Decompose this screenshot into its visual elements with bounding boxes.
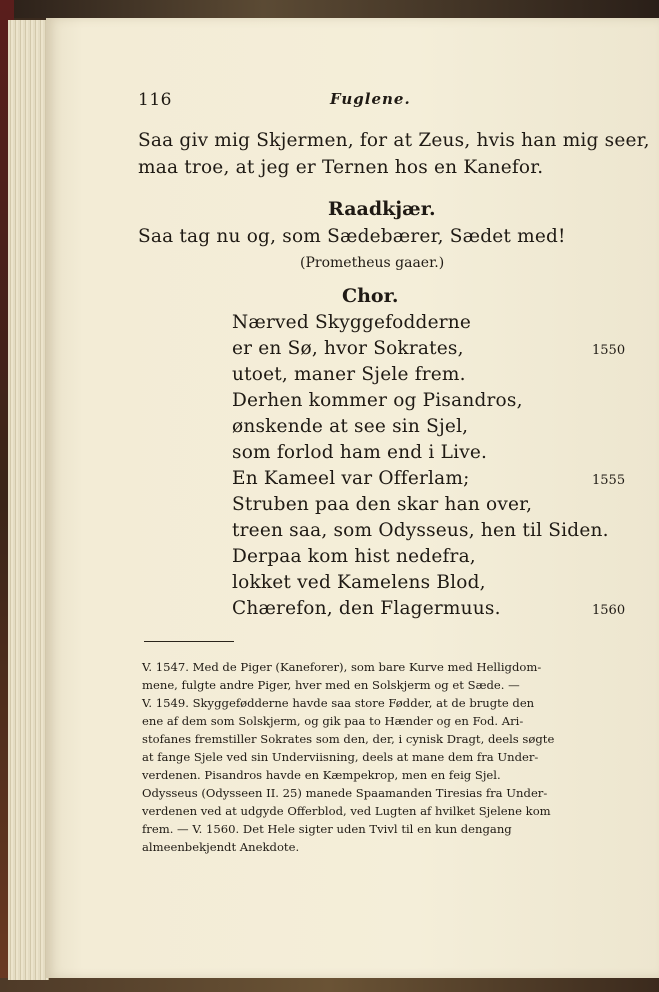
speaker-heading: Raadkjær. (328, 198, 436, 220)
verse-line: maa troe, at jeg er Ternen hos en Kanefor. (138, 157, 544, 178)
footnote-line: frem. — V. 1560. Det Hele sigter uden Tvivl til en kun dengang (142, 822, 512, 836)
chorus-line: ønskende at see sin Sjel, (232, 416, 469, 437)
verse-line: Saa giv mig Skjermen, for at Zeus, hvis han mig seer, (138, 130, 650, 151)
chorus-line: er en Sø, hvor Sokrates, (232, 338, 464, 359)
chorus-line: lokket ved Kamelens Blod, (232, 572, 486, 593)
chorus-line: som forlod ham end i Live. (232, 442, 488, 463)
line-number: 1555 (592, 473, 626, 488)
footnote-line: mene, fulgte andre Piger, hver med en Solskjerm og et Sæde. — (142, 678, 520, 692)
footnote-line: at fange Sjele ved sin Underviisning, deels at mane dem fra Under- (142, 750, 539, 764)
chorus-line: Derhen kommer og Pisandros, (232, 390, 523, 411)
footnote-line: stofanes fremstiller Sokrates som den, der, i cynisk Dragt, deels søgte (142, 732, 555, 746)
running-title: Fuglene. (330, 90, 411, 108)
line-number: 1550 (592, 343, 626, 358)
book-cover-bottom (0, 978, 659, 992)
page-number: 116 (138, 90, 172, 110)
chorus-line: Chærefon, den Flagermuus. (232, 598, 501, 619)
footnote-line: ene af dem som Solskjerm, og gik paa to Hænder og en Fod. Ari- (142, 714, 524, 728)
footnote-line: V. 1547. Med de Piger (Kaneforer), som bare Kurve med Helligdom- (142, 660, 542, 674)
footnote-line: V. 1549. Skyggefødderne havde saa store Fødder, at de brugte den (142, 696, 535, 710)
chorus-line: Derpaa kom hist nedefra, (232, 546, 476, 567)
chorus-line: treen saa, som Odysseus, hen til Siden. (232, 520, 609, 541)
verse-line: Saa tag nu og, som Sædebærer, Sædet med! (138, 226, 566, 247)
chorus-line: Struben paa den skar han over, (232, 494, 533, 515)
page-stack-edges (8, 20, 49, 980)
speaker-heading: Chor. (342, 285, 399, 307)
footnote-line: verdenen ved at udgyde Offerblod, ved Lugten af hvilket Sjelene kom (142, 804, 551, 818)
chorus-line: utoet, maner Sjele frem. (232, 364, 466, 385)
footnote-line: almeenbekjendt Anekdote. (142, 840, 300, 854)
footnote-divider (144, 641, 234, 642)
footnote-line: Odysseus (Odysseen II. 25) manede Spaamanden Tiresias fra Under- (142, 786, 548, 800)
chorus-line: Nærved Skyggefodderne (232, 312, 472, 333)
book-cover-top (0, 0, 659, 18)
footnote-line: verdenen. Pisandros havde en Kæmpekrop, men en feig Sjel. (142, 768, 501, 782)
chorus-line: En Kameel var Offerlam; (232, 468, 470, 489)
line-number: 1560 (592, 603, 626, 618)
stage-direction: (Prometheus gaaer.) (300, 255, 445, 271)
